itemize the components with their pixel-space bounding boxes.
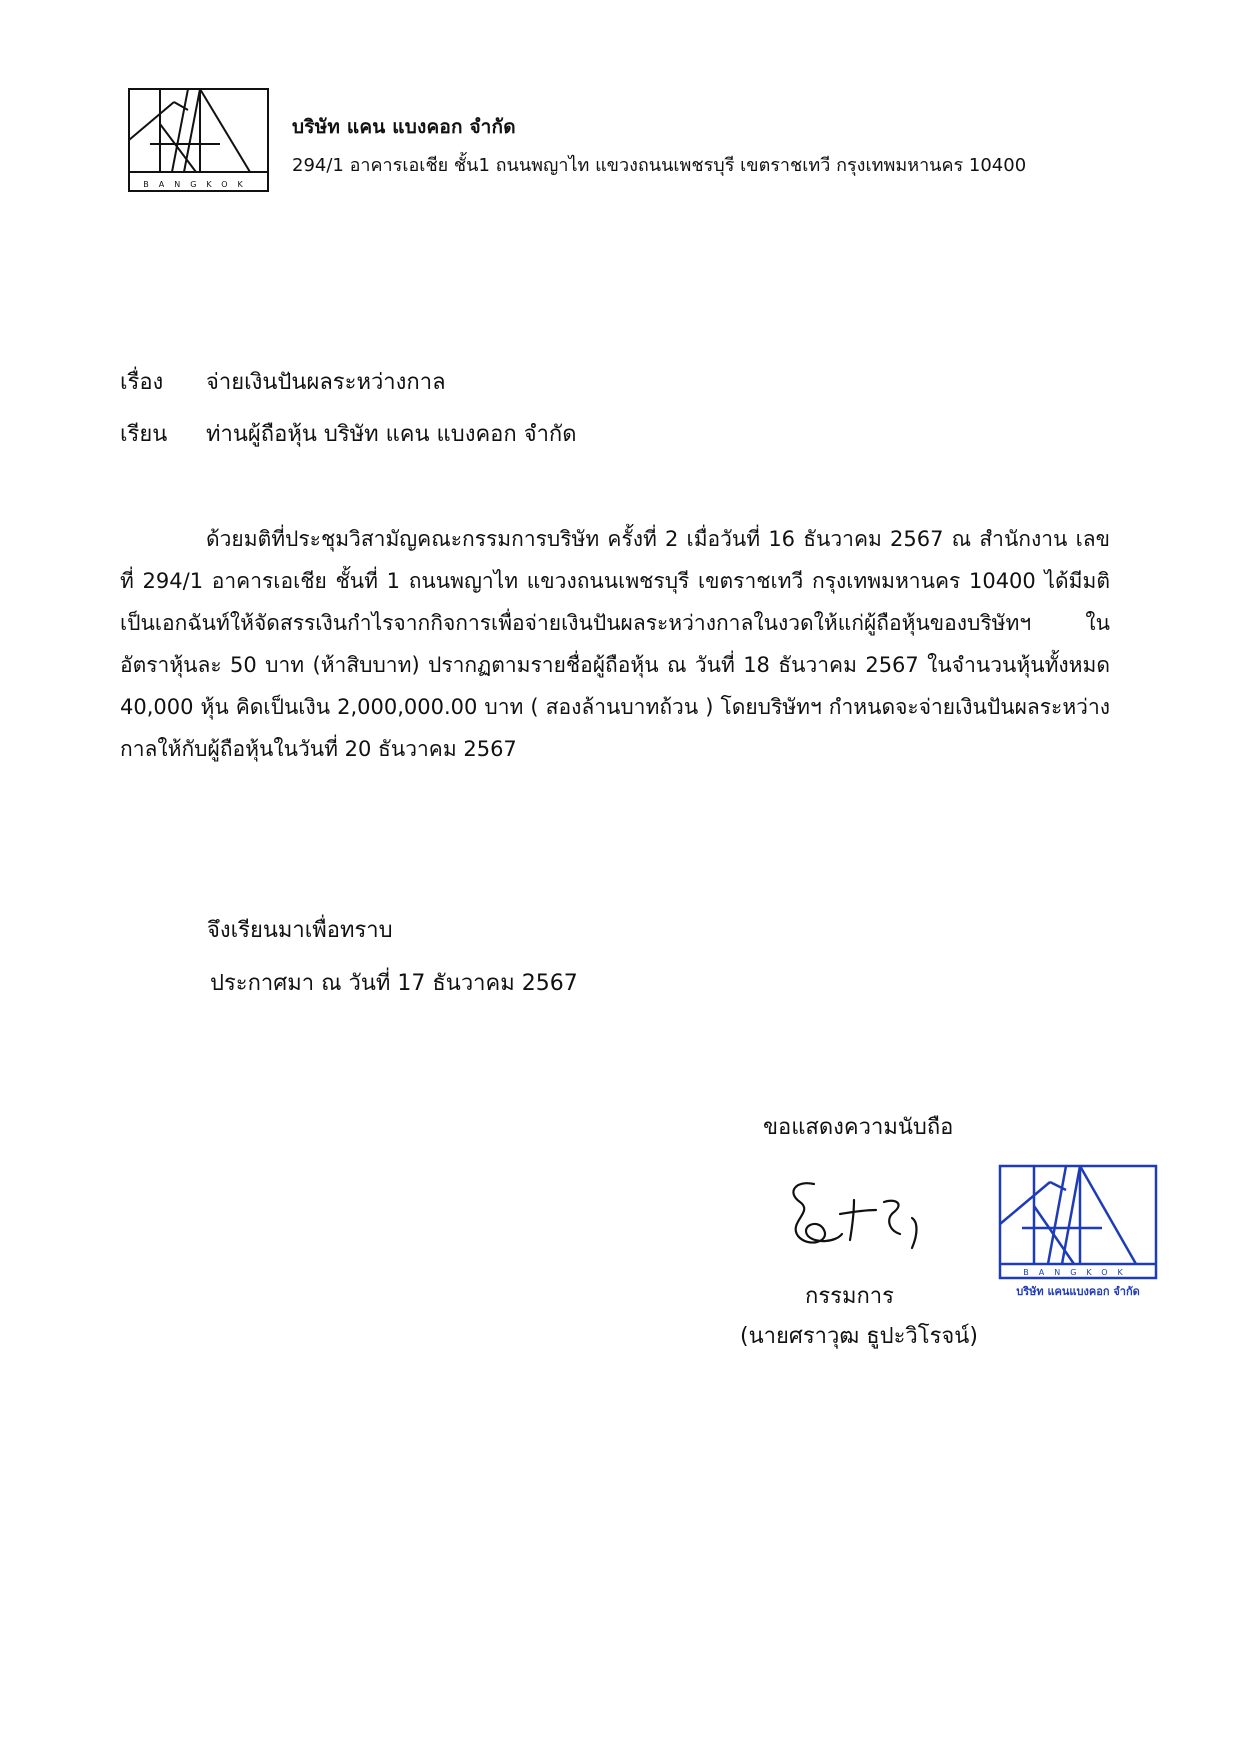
regards-text: ขอแสดงความนับถือ bbox=[763, 1115, 954, 1140]
signature-graphic bbox=[778, 1178, 948, 1258]
signatory-name: (นายศราวุฒ ธูปะวิโรจน์) bbox=[740, 1324, 978, 1349]
company-logo bbox=[128, 88, 269, 192]
signatory-role: กรรมการ bbox=[805, 1284, 894, 1309]
svg-text:BANGKOK: BANGKOK bbox=[1023, 1268, 1133, 1277]
closing-line: จึงเรียนมาเพื่อทราบ bbox=[207, 918, 393, 943]
handwritten-signature bbox=[778, 1178, 948, 1258]
company-name: บริษัท แคน แบงคอก จำกัด bbox=[292, 116, 516, 138]
svg-text:BANGKOK: BANGKOK bbox=[143, 180, 253, 189]
subject-text: จ่ายเงินปันผลระหว่างกาล bbox=[206, 370, 446, 395]
company-logo-graphic bbox=[128, 88, 269, 192]
announcement-date-line: ประกาศมา ณ วันที่ 17 ธันวาคม 2567 bbox=[210, 971, 578, 996]
body-paragraph: ด้วยมติที่ประชุมวิสามัญคณะกรรมการบริษัท ครั้งที่ 2 เมื่อวันที่ 16 ธันวาคม 2567 ณ สำนักงาน เลขที่ 294/1 อาคารเอเชีย ชั้นที่ 1 ถนนพญาไท แขวงถนนเพชรบุรี เขตราชเทวี กรุงเทพมหานคร 10400 ได้มีมติเป็นเอกฉันท์ให้จัดสรรเงินกำไรจากกิจการเพื่อจ่ายเงินปันผลระหว่างกาลในงวดให้แก่ผู้ถือหุ้นของบริษัทฯ ในอัตราหุ้นละ 50 บาท (ห้าสิบบาท) ปรากฏตามรายชื่อผู้ถือหุ้น ณ วันที่ 18 ธันวาคม 2567 ในจำนวนหุ้นทั้งหมด 40,000 หุ้น คิดเป็นเงิน 2,000,000.00 บาท ( สองล้านบาทถ้วน ) โดยบริษัทฯ กำหนดจะจ่ายเงินปันผลระหว่างกาลให้กับผู้ถือหุ้นในวันที่ 20 ธันวาคม 2567 bbox=[120, 527, 1110, 761]
company-stamp-graphic bbox=[998, 1164, 1158, 1300]
svg-text:บริษัท แคนแบงคอก จำกัด: บริษัท แคนแบงคอก จำกัด bbox=[1016, 1285, 1140, 1298]
recipient-label: เรียน bbox=[120, 422, 168, 447]
subject-label: เรื่อง bbox=[120, 370, 164, 395]
company-address: 294/1 อาคารเอเชีย ชั้น1 ถนนพญาไท แขวงถนนเพชรบุรี เขตราชเทวี กรุงเทพมหานคร 10400 bbox=[292, 155, 1027, 176]
company-stamp bbox=[998, 1164, 1158, 1300]
recipient-text: ท่านผู้ถือหุ้น บริษัท แคน แบงคอก จำกัด bbox=[206, 422, 577, 447]
